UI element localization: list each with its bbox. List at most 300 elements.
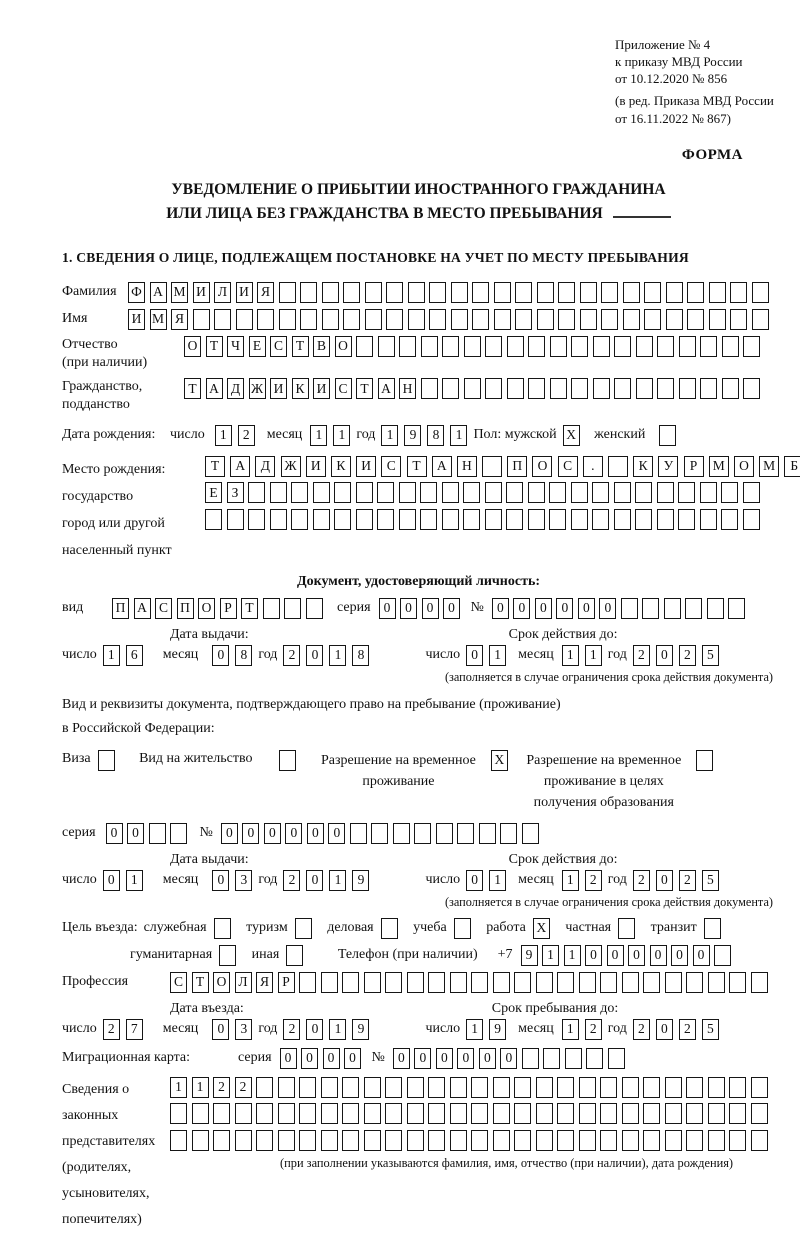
migration-number-cell[interactable]: 0: [500, 1048, 517, 1069]
stay-day-cell[interactable]: 1: [466, 1019, 483, 1040]
residence-number-cell[interactable]: 0: [285, 823, 302, 844]
representatives-cell[interactable]: [170, 1103, 187, 1124]
birth-year-cell[interactable]: 9: [404, 425, 421, 446]
citizenship-cell[interactable]: [657, 378, 674, 399]
birth-place-cell[interactable]: [506, 509, 523, 530]
birth-place-cell[interactable]: [743, 509, 760, 530]
patronymic-cell[interactable]: [507, 336, 524, 357]
patronymic-cell[interactable]: Т: [206, 336, 223, 357]
residence-issue-day-cell[interactable]: 0: [103, 870, 120, 891]
entry-year-cell[interactable]: 0: [306, 1019, 323, 1040]
residence-valid-year-cell[interactable]: 2: [679, 870, 696, 891]
profession-cell[interactable]: [686, 972, 703, 993]
doc-number-cell[interactable]: 0: [599, 598, 616, 619]
representatives-cell[interactable]: [364, 1077, 381, 1098]
issue-month-cell[interactable]: 8: [235, 645, 252, 666]
birth-place-cell[interactable]: [205, 509, 222, 530]
doc-number-cell[interactable]: [728, 598, 745, 619]
profession-cell[interactable]: [708, 972, 725, 993]
surname-cell[interactable]: [709, 282, 726, 303]
issue-month-cell[interactable]: 0: [212, 645, 229, 666]
doc-kind-cell[interactable]: Т: [241, 598, 258, 619]
residence-valid-year-cell[interactable]: 2: [633, 870, 650, 891]
surname-cell[interactable]: [408, 282, 425, 303]
surname-cell[interactable]: [494, 282, 511, 303]
doc-kind-cell[interactable]: Р: [220, 598, 237, 619]
profession-cell[interactable]: [407, 972, 424, 993]
migration-series-cell[interactable]: 0: [323, 1048, 340, 1069]
doc-series-cell[interactable]: 0: [422, 598, 439, 619]
firstname-cell[interactable]: [300, 309, 317, 330]
birth-place-cell[interactable]: М: [759, 456, 779, 477]
firstname-cell[interactable]: [515, 309, 532, 330]
doc-kind-cell[interactable]: [263, 598, 280, 619]
profession-cell[interactable]: [428, 972, 445, 993]
surname-cell[interactable]: А: [150, 282, 167, 303]
citizenship-cell[interactable]: Ж: [249, 378, 266, 399]
migration-series-cell[interactable]: 0: [301, 1048, 318, 1069]
firstname-cell[interactable]: [343, 309, 360, 330]
representatives-cell[interactable]: [471, 1130, 488, 1151]
birth-month-cell[interactable]: 1: [333, 425, 350, 446]
birth-place-cell[interactable]: О: [532, 456, 552, 477]
migration-number-cell[interactable]: 0: [436, 1048, 453, 1069]
entry-day-cell[interactable]: 2: [103, 1019, 120, 1040]
firstname-cell[interactable]: [322, 309, 339, 330]
profession-cell[interactable]: Р: [278, 972, 295, 993]
stay-month-cell[interactable]: 1: [562, 1019, 579, 1040]
residence-number-cell[interactable]: [393, 823, 410, 844]
residence-permit-checkbox-cell[interactable]: [279, 750, 296, 771]
birth-place-cell[interactable]: Д: [255, 456, 275, 477]
residence-number-cell[interactable]: 0: [242, 823, 259, 844]
residence-number-cell[interactable]: [479, 823, 496, 844]
birth-place-cell[interactable]: [549, 509, 566, 530]
profession-cell[interactable]: [493, 972, 510, 993]
firstname-cell[interactable]: [386, 309, 403, 330]
representatives-cell[interactable]: [407, 1077, 424, 1098]
birth-place-cell[interactable]: [571, 482, 588, 503]
birth-place-cell[interactable]: Н: [457, 456, 477, 477]
birth-place-cell[interactable]: [657, 482, 674, 503]
surname-cell[interactable]: [537, 282, 554, 303]
patronymic-cell[interactable]: [442, 336, 459, 357]
surname-cell[interactable]: [451, 282, 468, 303]
citizenship-cell[interactable]: Т: [184, 378, 201, 399]
residence-number-cell[interactable]: [522, 823, 539, 844]
surname-cell[interactable]: И: [193, 282, 210, 303]
birth-place-cell[interactable]: [442, 509, 459, 530]
representatives-cell[interactable]: [514, 1103, 531, 1124]
profession-cell[interactable]: С: [170, 972, 187, 993]
citizenship-cell[interactable]: [636, 378, 653, 399]
birth-place-cell[interactable]: [549, 482, 566, 503]
valid-month-cell[interactable]: 1: [585, 645, 602, 666]
birth-place-cell[interactable]: Т: [407, 456, 427, 477]
birth-place-cell[interactable]: [614, 509, 631, 530]
firstname-cell[interactable]: [730, 309, 747, 330]
birth-place-cell[interactable]: С: [381, 456, 401, 477]
surname-cell[interactable]: [343, 282, 360, 303]
representatives-cell[interactable]: [170, 1130, 187, 1151]
patronymic-cell[interactable]: [743, 336, 760, 357]
birth-place-cell[interactable]: Б: [784, 456, 800, 477]
profession-cell[interactable]: [729, 972, 746, 993]
representatives-cell[interactable]: [256, 1077, 273, 1098]
representatives-cell[interactable]: 1: [170, 1077, 187, 1098]
visa-checkbox-cell[interactable]: [98, 750, 115, 771]
representatives-cell[interactable]: [665, 1077, 682, 1098]
migration-number-cell[interactable]: 0: [479, 1048, 496, 1069]
firstname-cell[interactable]: [279, 309, 296, 330]
representatives-cell[interactable]: [299, 1077, 316, 1098]
profession-cell[interactable]: [643, 972, 660, 993]
birth-place-cell[interactable]: .: [583, 456, 603, 477]
surname-cell[interactable]: [429, 282, 446, 303]
birth-place-cell[interactable]: [592, 509, 609, 530]
edu-permit-checkbox-cell[interactable]: [696, 750, 713, 771]
phone-cell[interactable]: 0: [628, 945, 645, 966]
representatives-cell[interactable]: [407, 1130, 424, 1151]
sex-female-checkbox-cell[interactable]: [659, 425, 676, 446]
representatives-cell[interactable]: [579, 1103, 596, 1124]
profession-cell[interactable]: Я: [256, 972, 273, 993]
representatives-cell[interactable]: [579, 1077, 596, 1098]
migration-number-cell[interactable]: [608, 1048, 625, 1069]
representatives-cell[interactable]: [278, 1103, 295, 1124]
representatives-cell[interactable]: [729, 1103, 746, 1124]
birth-place-cell[interactable]: [485, 509, 502, 530]
patronymic-cell[interactable]: [421, 336, 438, 357]
profession-cell[interactable]: Л: [235, 972, 252, 993]
patronymic-cell[interactable]: [571, 336, 588, 357]
representatives-cell[interactable]: [256, 1103, 273, 1124]
purpose-option-checkbox[interactable]: [295, 918, 312, 939]
firstname-cell[interactable]: [709, 309, 726, 330]
birth-place-cell[interactable]: И: [356, 456, 376, 477]
citizenship-cell[interactable]: [421, 378, 438, 399]
birth-place-cell[interactable]: [313, 482, 330, 503]
citizenship-cell[interactable]: С: [335, 378, 352, 399]
birth-place-cell[interactable]: М: [709, 456, 729, 477]
phone-cell[interactable]: 0: [607, 945, 624, 966]
representatives-cell[interactable]: [450, 1077, 467, 1098]
citizenship-cell[interactable]: [442, 378, 459, 399]
firstname-cell[interactable]: [408, 309, 425, 330]
representatives-cell[interactable]: [493, 1103, 510, 1124]
representatives-cell[interactable]: [557, 1103, 574, 1124]
representatives-cell[interactable]: [557, 1077, 574, 1098]
residence-issue-month-cell[interactable]: 0: [212, 870, 229, 891]
doc-series-cell[interactable]: 0: [443, 598, 460, 619]
profession-cell[interactable]: [514, 972, 531, 993]
citizenship-cell[interactable]: А: [206, 378, 223, 399]
residence-number-cell[interactable]: 0: [221, 823, 238, 844]
residence-issue-day-cell[interactable]: 1: [126, 870, 143, 891]
residence-issue-month-cell[interactable]: 3: [235, 870, 252, 891]
profession-cell[interactable]: [665, 972, 682, 993]
profession-cell[interactable]: О: [213, 972, 230, 993]
representatives-cell[interactable]: [579, 1130, 596, 1151]
representatives-cell[interactable]: 2: [213, 1077, 230, 1098]
residence-issue-year-cell[interactable]: 2: [283, 870, 300, 891]
representatives-cell[interactable]: [428, 1077, 445, 1098]
valid-year-cell[interactable]: 2: [633, 645, 650, 666]
birth-place-cell[interactable]: [399, 509, 416, 530]
entry-month-cell[interactable]: 0: [212, 1019, 229, 1040]
residence-series-cell[interactable]: 0: [106, 823, 123, 844]
phone-cell[interactable]: 9: [521, 945, 538, 966]
surname-cell[interactable]: [515, 282, 532, 303]
residence-number-cell[interactable]: 0: [307, 823, 324, 844]
doc-number-cell[interactable]: 0: [492, 598, 509, 619]
birth-place-cell[interactable]: З: [227, 482, 244, 503]
birth-place-cell[interactable]: [420, 482, 437, 503]
residence-issue-year-cell[interactable]: 9: [352, 870, 369, 891]
firstname-cell[interactable]: [558, 309, 575, 330]
doc-kind-cell[interactable]: А: [134, 598, 151, 619]
birth-place-cell[interactable]: [334, 482, 351, 503]
stay-year-cell[interactable]: 2: [679, 1019, 696, 1040]
patronymic-cell[interactable]: Т: [292, 336, 309, 357]
patronymic-cell[interactable]: [464, 336, 481, 357]
representatives-cell[interactable]: [600, 1077, 617, 1098]
firstname-cell[interactable]: [236, 309, 253, 330]
representatives-cell[interactable]: [192, 1103, 209, 1124]
representatives-cell[interactable]: [536, 1130, 553, 1151]
citizenship-cell[interactable]: Т: [356, 378, 373, 399]
birth-place-cell[interactable]: [270, 509, 287, 530]
doc-number-cell[interactable]: [664, 598, 681, 619]
birth-place-cell[interactable]: [721, 482, 738, 503]
birth-place-cell[interactable]: [678, 482, 695, 503]
representatives-cell[interactable]: [686, 1103, 703, 1124]
phone-cell[interactable]: [714, 945, 731, 966]
patronymic-cell[interactable]: [550, 336, 567, 357]
birth-place-cell[interactable]: [356, 482, 373, 503]
birth-place-cell[interactable]: [592, 482, 609, 503]
surname-cell[interactable]: Ф: [128, 282, 145, 303]
doc-number-cell[interactable]: [685, 598, 702, 619]
birth-place-cell[interactable]: А: [230, 456, 250, 477]
birth-day-cell[interactable]: 1: [215, 425, 232, 446]
issue-year-cell[interactable]: 2: [283, 645, 300, 666]
birth-place-cell[interactable]: [313, 509, 330, 530]
residence-number-cell[interactable]: [414, 823, 431, 844]
birth-place-cell[interactable]: [227, 509, 244, 530]
birth-place-cell[interactable]: Е: [205, 482, 222, 503]
migration-series-cell[interactable]: 0: [344, 1048, 361, 1069]
surname-cell[interactable]: [322, 282, 339, 303]
profession-cell[interactable]: [342, 972, 359, 993]
valid-day-cell[interactable]: 1: [489, 645, 506, 666]
representatives-cell[interactable]: [536, 1103, 553, 1124]
residence-series-cell[interactable]: [170, 823, 187, 844]
residence-number-cell[interactable]: [457, 823, 474, 844]
citizenship-cell[interactable]: [528, 378, 545, 399]
stay-month-cell[interactable]: 2: [585, 1019, 602, 1040]
surname-cell[interactable]: [300, 282, 317, 303]
residence-valid-month-cell[interactable]: 1: [562, 870, 579, 891]
issue-year-cell[interactable]: 8: [352, 645, 369, 666]
purpose-option-checkbox[interactable]: [454, 918, 471, 939]
citizenship-cell[interactable]: [593, 378, 610, 399]
firstname-cell[interactable]: [752, 309, 769, 330]
birth-place-cell[interactable]: А: [432, 456, 452, 477]
patronymic-cell[interactable]: [378, 336, 395, 357]
representatives-cell[interactable]: [514, 1077, 531, 1098]
surname-cell[interactable]: [752, 282, 769, 303]
birth-place-cell[interactable]: И: [306, 456, 326, 477]
birth-place-cell[interactable]: [482, 456, 502, 477]
phone-cell[interactable]: 0: [585, 945, 602, 966]
patronymic-cell[interactable]: [722, 336, 739, 357]
residence-valid-year-cell[interactable]: 0: [656, 870, 673, 891]
patronymic-cell[interactable]: [657, 336, 674, 357]
citizenship-cell[interactable]: И: [313, 378, 330, 399]
residence-valid-month-cell[interactable]: 2: [585, 870, 602, 891]
firstname-cell[interactable]: И: [128, 309, 145, 330]
birth-place-cell[interactable]: [248, 482, 265, 503]
birth-year-cell[interactable]: 1: [450, 425, 467, 446]
patronymic-cell[interactable]: Ч: [227, 336, 244, 357]
valid-year-cell[interactable]: 2: [679, 645, 696, 666]
entry-month-cell[interactable]: 3: [235, 1019, 252, 1040]
citizenship-cell[interactable]: [614, 378, 631, 399]
firstname-cell[interactable]: [537, 309, 554, 330]
residence-valid-year-cell[interactable]: 5: [702, 870, 719, 891]
representatives-cell[interactable]: [385, 1077, 402, 1098]
residence-issue-year-cell[interactable]: 0: [306, 870, 323, 891]
profession-cell[interactable]: [299, 972, 316, 993]
migration-number-cell[interactable]: [543, 1048, 560, 1069]
surname-cell[interactable]: [472, 282, 489, 303]
birth-place-cell[interactable]: [377, 482, 394, 503]
representatives-cell[interactable]: [213, 1103, 230, 1124]
stay-year-cell[interactable]: 2: [633, 1019, 650, 1040]
birth-place-cell[interactable]: [678, 509, 695, 530]
purpose-option-checkbox[interactable]: [214, 918, 231, 939]
doc-series-cell[interactable]: 0: [400, 598, 417, 619]
profession-cell[interactable]: [557, 972, 574, 993]
representatives-cell[interactable]: [213, 1130, 230, 1151]
representatives-cell[interactable]: [364, 1130, 381, 1151]
profession-cell[interactable]: [622, 972, 639, 993]
representatives-cell[interactable]: [471, 1103, 488, 1124]
residence-number-cell[interactable]: [350, 823, 367, 844]
migration-number-cell[interactable]: [565, 1048, 582, 1069]
representatives-cell[interactable]: [708, 1103, 725, 1124]
profession-cell[interactable]: [600, 972, 617, 993]
representatives-cell[interactable]: [665, 1130, 682, 1151]
doc-series-cell[interactable]: 0: [379, 598, 396, 619]
birth-place-cell[interactable]: К: [331, 456, 351, 477]
residence-series-cell[interactable]: [149, 823, 166, 844]
birth-place-cell[interactable]: [356, 509, 373, 530]
birth-place-cell[interactable]: [270, 482, 287, 503]
birth-place-cell[interactable]: [608, 456, 628, 477]
profession-cell[interactable]: [321, 972, 338, 993]
firstname-cell[interactable]: [429, 309, 446, 330]
firstname-cell[interactable]: [257, 309, 274, 330]
birth-place-cell[interactable]: [248, 509, 265, 530]
representatives-cell[interactable]: [493, 1130, 510, 1151]
issue-day-cell[interactable]: 1: [103, 645, 120, 666]
representatives-cell[interactable]: [557, 1130, 574, 1151]
patronymic-cell[interactable]: О: [335, 336, 352, 357]
patronymic-cell[interactable]: [593, 336, 610, 357]
firstname-cell[interactable]: [451, 309, 468, 330]
firstname-cell[interactable]: [623, 309, 640, 330]
citizenship-cell[interactable]: И: [270, 378, 287, 399]
representatives-cell[interactable]: [321, 1130, 338, 1151]
birth-place-cell[interactable]: [700, 509, 717, 530]
valid-year-cell[interactable]: 5: [702, 645, 719, 666]
patronymic-cell[interactable]: [399, 336, 416, 357]
birth-place-cell[interactable]: Т: [205, 456, 225, 477]
purpose-option-checkbox[interactable]: [381, 918, 398, 939]
issue-day-cell[interactable]: 6: [126, 645, 143, 666]
birth-place-cell[interactable]: [571, 509, 588, 530]
representatives-cell[interactable]: [643, 1077, 660, 1098]
patronymic-cell[interactable]: [679, 336, 696, 357]
birth-year-cell[interactable]: 1: [381, 425, 398, 446]
patronymic-cell[interactable]: [700, 336, 717, 357]
firstname-cell[interactable]: [580, 309, 597, 330]
representatives-cell[interactable]: [342, 1077, 359, 1098]
patronymic-cell[interactable]: О: [184, 336, 201, 357]
citizenship-cell[interactable]: [722, 378, 739, 399]
birth-place-cell[interactable]: [614, 482, 631, 503]
birth-place-cell[interactable]: [528, 509, 545, 530]
residence-number-cell[interactable]: 0: [328, 823, 345, 844]
stay-year-cell[interactable]: 5: [702, 1019, 719, 1040]
representatives-cell[interactable]: [643, 1130, 660, 1151]
profession-cell[interactable]: [536, 972, 553, 993]
birth-month-cell[interactable]: 1: [310, 425, 327, 446]
migration-number-cell[interactable]: [586, 1048, 603, 1069]
surname-cell[interactable]: Я: [257, 282, 274, 303]
representatives-cell[interactable]: [471, 1077, 488, 1098]
temp-permit-checkbox-cell[interactable]: X: [491, 750, 508, 771]
valid-year-cell[interactable]: 0: [656, 645, 673, 666]
sex-male-checkbox-cell[interactable]: X: [563, 425, 580, 446]
surname-cell[interactable]: [601, 282, 618, 303]
birth-place-cell[interactable]: К: [633, 456, 653, 477]
issue-year-cell[interactable]: 0: [306, 645, 323, 666]
birth-place-cell[interactable]: С: [558, 456, 578, 477]
firstname-cell[interactable]: [214, 309, 231, 330]
entry-year-cell[interactable]: 2: [283, 1019, 300, 1040]
doc-kind-cell[interactable]: С: [155, 598, 172, 619]
valid-day-cell[interactable]: 0: [466, 645, 483, 666]
birth-place-cell[interactable]: [442, 482, 459, 503]
birth-place-cell[interactable]: [334, 509, 351, 530]
entry-year-cell[interactable]: 1: [329, 1019, 346, 1040]
doc-kind-cell[interactable]: [284, 598, 301, 619]
representatives-cell[interactable]: [450, 1103, 467, 1124]
birth-place-cell[interactable]: [463, 482, 480, 503]
birth-place-cell[interactable]: [291, 482, 308, 503]
phone-cell[interactable]: 0: [693, 945, 710, 966]
representatives-cell[interactable]: [299, 1103, 316, 1124]
representatives-cell[interactable]: [192, 1130, 209, 1151]
representatives-cell[interactable]: [278, 1077, 295, 1098]
birth-place-cell[interactable]: У: [658, 456, 678, 477]
representatives-cell[interactable]: [686, 1130, 703, 1151]
surname-cell[interactable]: [279, 282, 296, 303]
purpose-option-checkbox[interactable]: [286, 945, 303, 966]
